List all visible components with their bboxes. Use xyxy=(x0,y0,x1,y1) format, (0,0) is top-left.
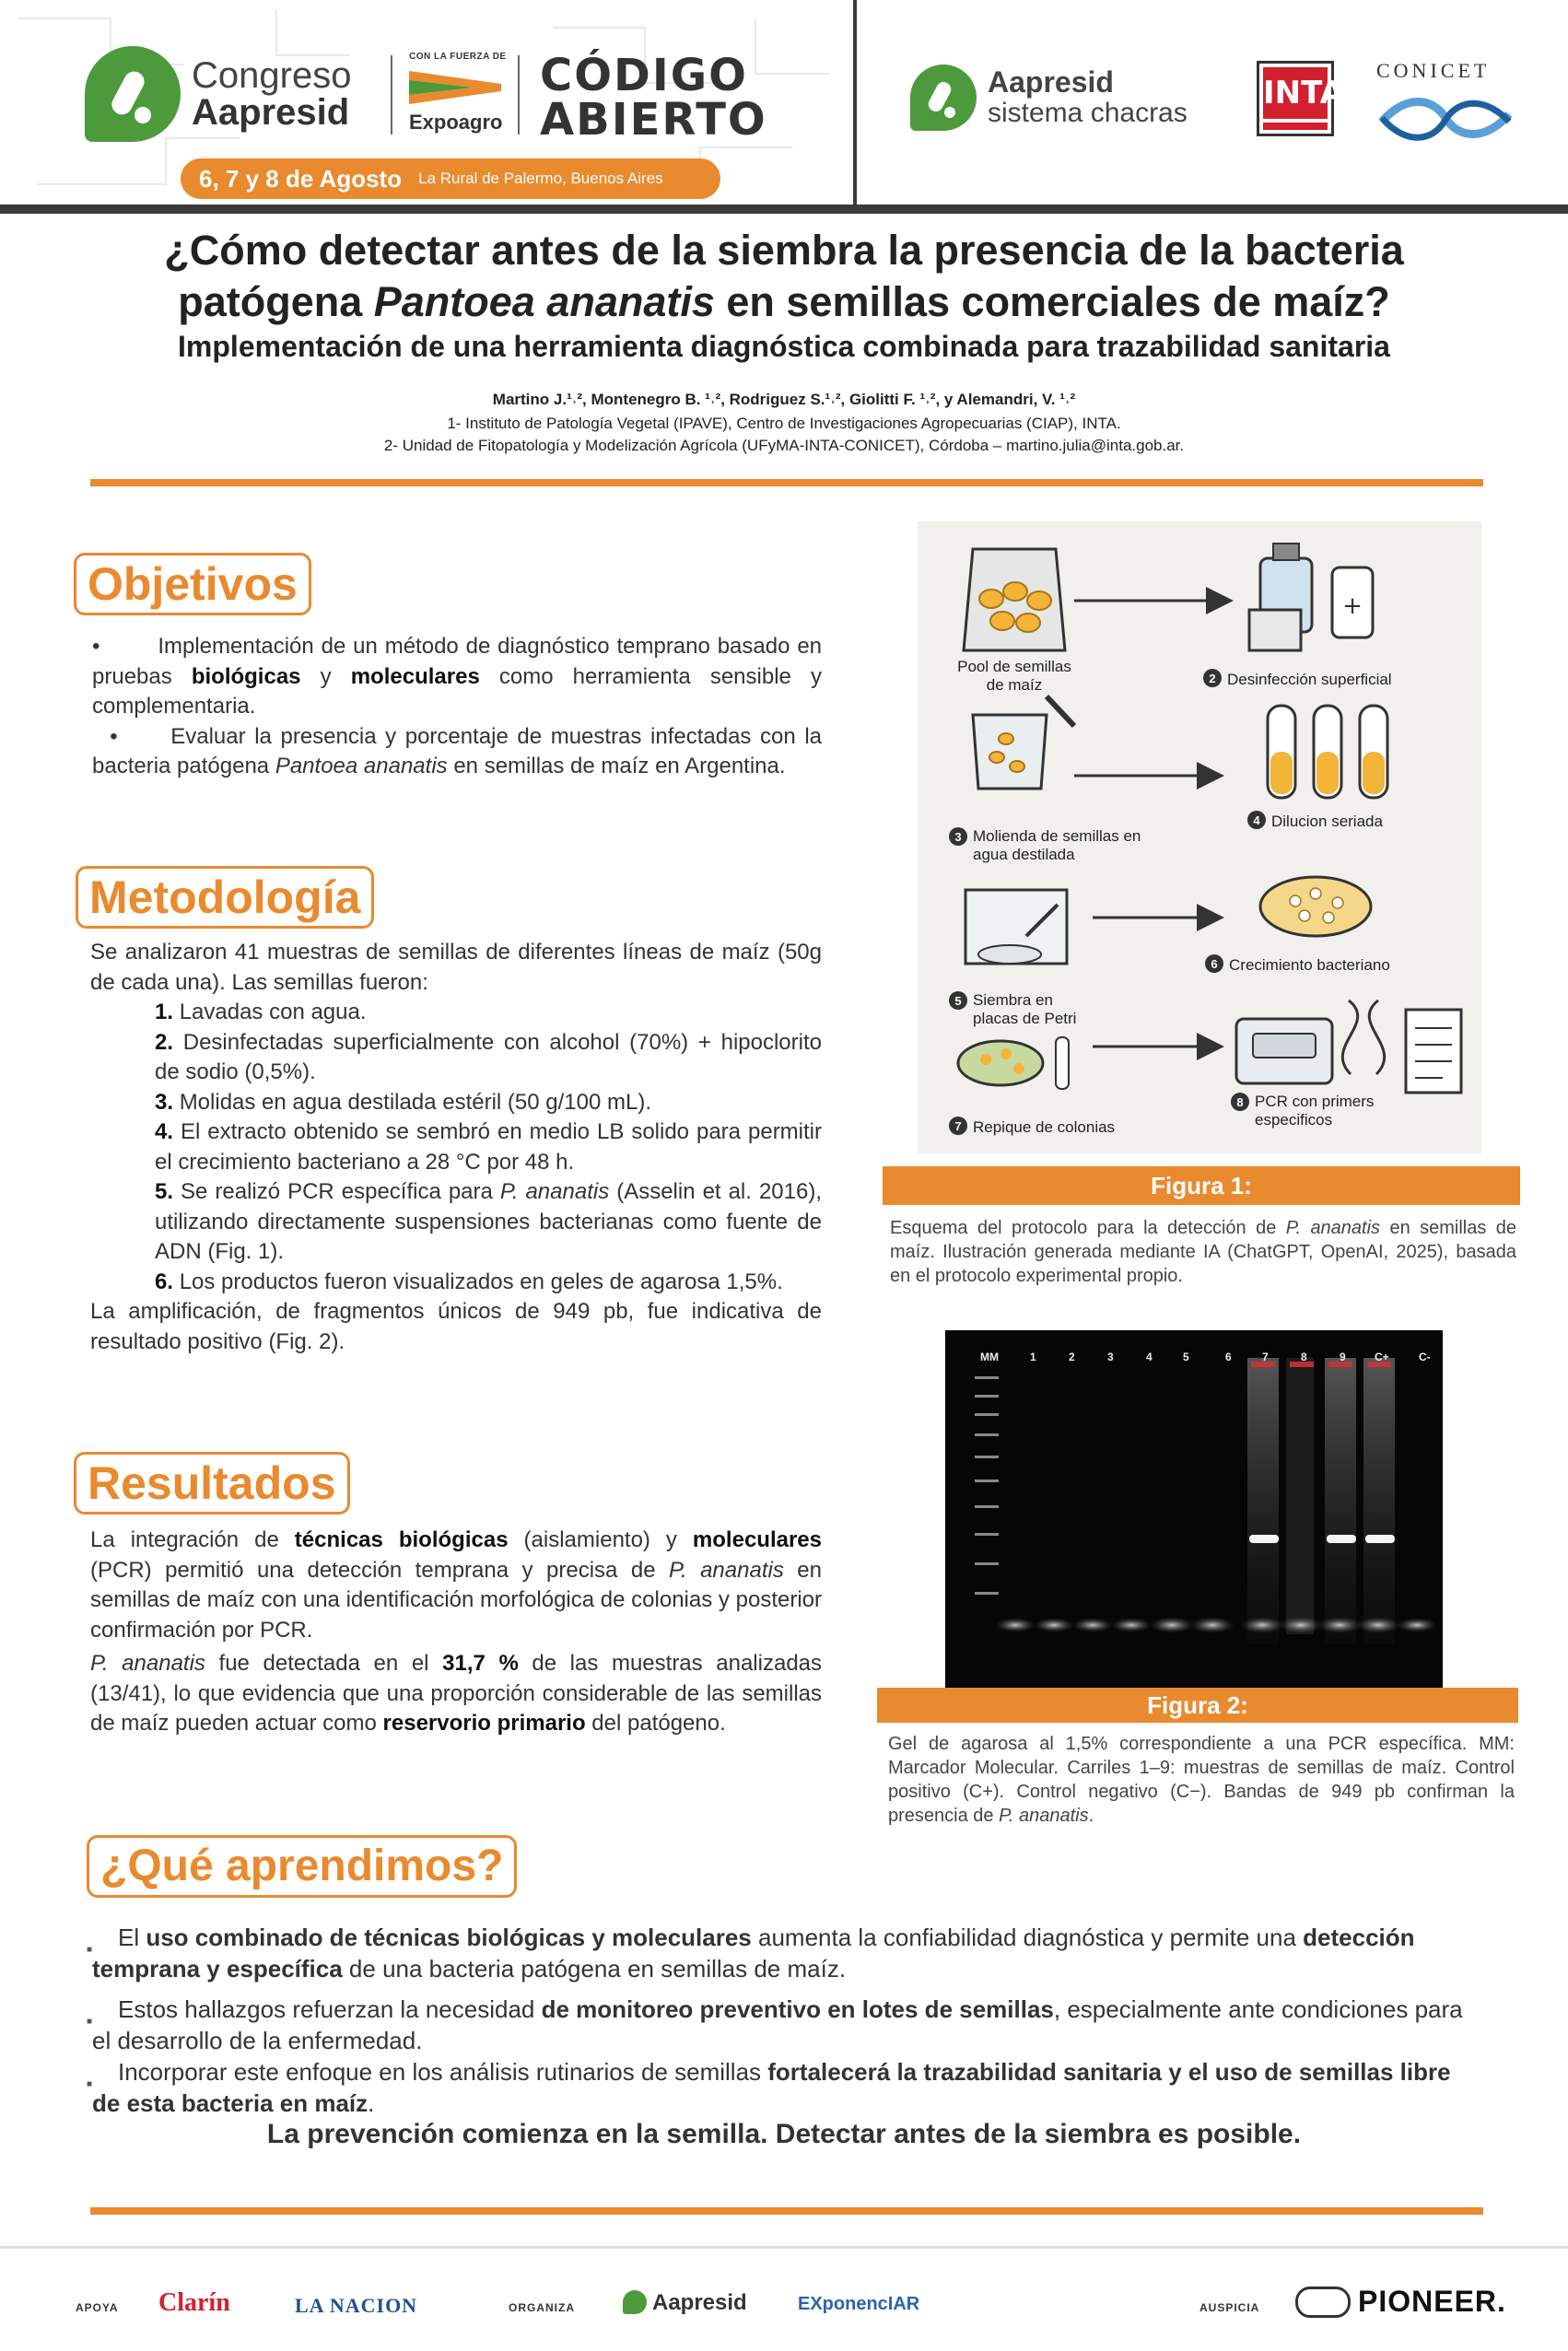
figura-1-illustration xyxy=(918,521,1481,1153)
authors: Martino J.¹˒², Montenegro B. ¹˒², Rodriguez S.¹˒², Giolitti F. ¹˒², y Alemandri, V. ¹˒² xyxy=(492,391,1076,408)
aprendimos-item-2: ■ Estos hallazgos refuerzan la necesidad de monitoreo preventivo en lotes de semillas, especialmente ante condiciones para el desarrollo de la enfermedad. xyxy=(87,1995,1463,2054)
congreso-line2: Aapresid xyxy=(192,92,350,133)
aprendimos-heading: ¿Qué aprendimos? xyxy=(87,1835,517,1898)
lane-label: 6 xyxy=(1225,1351,1232,1363)
objetivos-heading: Objetivos xyxy=(74,553,311,615)
figura-2-label: Figura 2: xyxy=(877,1688,1518,1723)
date-banner xyxy=(181,158,720,199)
objetivo-2: • Evaluar la presencia y porcentaje de muestras infectadas con la bacteria patógena Pantoea ananatis en semillas de maíz en Argentina. xyxy=(92,723,822,778)
event-date: 6, 7 y 8 de Agosto xyxy=(199,164,403,193)
pioneer-emblem-icon xyxy=(1295,2287,1351,2318)
aapresid-leaf-icon-2 xyxy=(910,64,977,131)
lane-label: 9 xyxy=(1340,1351,1346,1363)
lane-label: 7 xyxy=(1262,1351,1269,1363)
codigo-line2: ABIERTO xyxy=(540,94,767,146)
header-separator xyxy=(391,55,392,135)
step-label-6: Crecimiento bacteriano xyxy=(1229,956,1390,974)
header-vertical-divider xyxy=(853,0,857,205)
exponencial-logo: EXponencIAR xyxy=(798,2294,920,2314)
codigo-line1: CÓDIGO xyxy=(540,50,748,101)
objetivos-text xyxy=(92,632,822,782)
step-5: 5. Se realizó PCR específica para P. ananatis (Asselin et al. 2016), utilizando directamente suspensiones bacterianas como fuente de ADN (Fig. 1). xyxy=(155,1179,822,1264)
pioneer-logo: PIONEER. xyxy=(1358,2285,1506,2318)
step-number-2: 2 xyxy=(1209,672,1216,685)
step-number-6: 6 xyxy=(1211,957,1218,971)
figura-1-caption: Esquema del protocolo para la detección de P. ananatis en semillas de maíz. Ilustración generada mediante IA (ChatGPT, OpenAI, 2025), basada en el protocolo experimental propio. xyxy=(890,1218,1516,1286)
objetivo-1: • Implementación de un método de diagnóstico temprano basado en pruebas biológicas y moleculares como herramienta sensible y complementaria. xyxy=(92,634,823,719)
step-number-7: 7 xyxy=(954,1119,962,1133)
svg-text:+: + xyxy=(1342,592,1363,620)
lane-label: C+ xyxy=(1375,1351,1389,1363)
footer-top-line xyxy=(0,2246,1568,2249)
aapresid-chacras-logo xyxy=(910,64,1188,131)
aprendimos-item-1: ■ El uso combinado de técnicas biológicas y moleculares aumenta la confiabilidad diagnóstica y permite una detección temprana y específica de una bacteria patógena en semillas de maíz. xyxy=(87,1924,1415,1983)
congreso-line1: Congreso xyxy=(192,55,352,96)
inta-text: INTA xyxy=(1263,67,1328,119)
header-bottom-bar xyxy=(0,205,1568,214)
poster-header xyxy=(0,0,1568,214)
lane-label: 1 xyxy=(1030,1351,1036,1363)
expoagro-logo xyxy=(409,52,510,135)
step-label-8: PCR con primers especificos xyxy=(1255,1093,1375,1129)
resultados-p1: La integración de técnicas biológicas (aislamiento) y moleculares (PCR) permitió una detección temprana y precisa de P. ananatis en semillas de maíz con una identificación morfológica de colonias y posterior confirmación por PCR. xyxy=(90,1527,822,1643)
figura-1-label: Figura 1: xyxy=(883,1166,1520,1205)
step-label-5: Siembra en placas de Petri xyxy=(973,991,1077,1027)
figura-2-caption: Gel de agarosa al 1,5% correspondiente a una PCR específica. MM: Marcador Molecular. Carriles 1–9: muestras de semillas de maíz. Control positivo (C+). Control negativo (C−). Bandas de 949 pb confirman la presencia de P. ananatis. xyxy=(888,1734,1515,1826)
figura-2-gel xyxy=(945,1330,1443,1688)
lane-label: C- xyxy=(1419,1351,1431,1363)
footer-apoya: APOYA xyxy=(76,2301,119,2314)
apresid-line1: Aapresid xyxy=(988,65,1114,99)
clarin-logo: Clarín xyxy=(158,2288,230,2317)
step-number-5: 5 xyxy=(954,994,962,1008)
conicet-text: CONICET xyxy=(1376,59,1491,82)
poster-title xyxy=(0,225,1568,328)
lane-label: 8 xyxy=(1301,1351,1307,1363)
lane-label: 5 xyxy=(1183,1351,1189,1363)
closing-statement: La prevención comienza en la semilla. Detectar antes de la siembra es posible. xyxy=(266,2119,1302,2149)
footer-auspicia: AUSPICIA xyxy=(1199,2301,1260,2314)
metodologia-text xyxy=(90,938,822,1357)
congreso-aapresid-logo xyxy=(85,46,351,142)
metodologia-heading: Metodología xyxy=(76,866,374,929)
step-3: 3. Molidas en agua destilada estéril (50 g/100 mL). xyxy=(155,1089,651,1115)
metodologia-intro: Se analizaron 41 muestras de semillas de diferentes líneas de maíz (50g de cada una). Las semillas fueron: xyxy=(90,940,822,995)
resultados-heading: Resultados xyxy=(74,1452,350,1515)
lane-label: MM xyxy=(980,1351,999,1363)
step-4: 4. El extracto obtenido se sembró en medio LB solido para permitir el crecimiento bacteriano a 28 °C por 48 h. xyxy=(155,1119,822,1175)
lane-label: 2 xyxy=(1069,1351,1075,1363)
step-1: 1. Lavadas con agua. xyxy=(155,1000,367,1024)
title-line2: patógena Pantoea ananatis en semillas comerciales de maíz? xyxy=(178,278,1390,325)
aapresid-footer-logo: Aapresid xyxy=(652,2290,747,2315)
title-divider xyxy=(90,479,1483,486)
step-number-4: 4 xyxy=(1253,813,1260,827)
expoagro-name: Expoagro xyxy=(409,111,503,134)
event-venue: La Rural de Palermo, Buenos Aires xyxy=(418,170,663,187)
conicet-wave-icon xyxy=(1376,90,1515,146)
step-6: 6. Los productos fueron visualizados en geles de agarosa 1,5%. xyxy=(155,1269,783,1294)
step-number-3: 3 xyxy=(954,830,962,844)
metodologia-outro: La amplificación, de fragmentos únicos de 949 pb, fue indicativa de resultado positivo (Fig. 2). xyxy=(90,1299,822,1354)
title-line1: ¿Cómo detectar antes de la siembra la presencia de la bacteria xyxy=(164,227,1404,274)
step-number-8: 8 xyxy=(1236,1095,1244,1109)
lane-label: 4 xyxy=(1146,1351,1153,1363)
step-label-2: Desinfección superficial xyxy=(1227,671,1392,688)
affiliation-2: 2- Unidad de Fitopatología y Modelización Agrícola (UFyMA-INTA-CONICET), Córdoba – martino.julia@inta.gob.ar. xyxy=(383,437,1185,454)
resultados-p2: P. ananatis fue detectada en el 31,7 % de las muestras analizadas (13/41), lo que evidencia que una proporción considerable de las semillas de maíz pueden actuar como reservorio primario del patógeno. xyxy=(90,1651,823,1736)
expoagro-small: CON LA FUERZA DE xyxy=(409,52,507,62)
aapresid-footer-leaf-icon xyxy=(623,2290,647,2314)
la-nacion-logo: LA NACION xyxy=(295,2294,418,2317)
poster-subtitle: Implementación de una herramienta diagnóstica combinada para trazabilidad sanitaria xyxy=(178,330,1390,363)
apresid-line2: sistema chacras xyxy=(988,98,1188,129)
step-2: 2. Desinfectadas superficialmente con alcohol (70%) + hipoclorito de sodio (0,5%). xyxy=(155,1029,822,1084)
resultados-text xyxy=(90,1526,822,1739)
header-separator-2 xyxy=(518,55,520,135)
expoagro-chevron-icon xyxy=(409,71,501,104)
footer-organiza: ORGANIZA xyxy=(509,2301,575,2314)
step-label-7: Repique de colonias xyxy=(973,1118,1116,1136)
gel-image xyxy=(945,1330,1443,1688)
bottom-divider xyxy=(90,2207,1483,2215)
lane-label: 3 xyxy=(1107,1351,1114,1363)
aapresid-leaf-icon xyxy=(85,46,181,142)
aprendimos-item-3: ■ Incorporar este enfoque en los análisis rutinarios de semillas fortalecerá la trazabilidad sanitaria y el uso de semillas libre de esta bacteria en maíz. xyxy=(87,2058,1451,2117)
conicet-logo xyxy=(1376,59,1515,150)
step-label-3: Molienda de semillas en agua destilada xyxy=(973,827,1141,863)
inta-logo xyxy=(1257,61,1344,136)
step-label-1: Pool de semillas de maíz xyxy=(957,658,1071,694)
affiliation-1: 1- Instituto de Patología Vegetal (IPAVE), Centro de Investigaciones Agropecuarias (CIAP), INTA. xyxy=(447,415,1121,432)
codigo-abierto-logo xyxy=(540,50,767,146)
step-label-4: Dilucion seriada xyxy=(1271,813,1383,830)
